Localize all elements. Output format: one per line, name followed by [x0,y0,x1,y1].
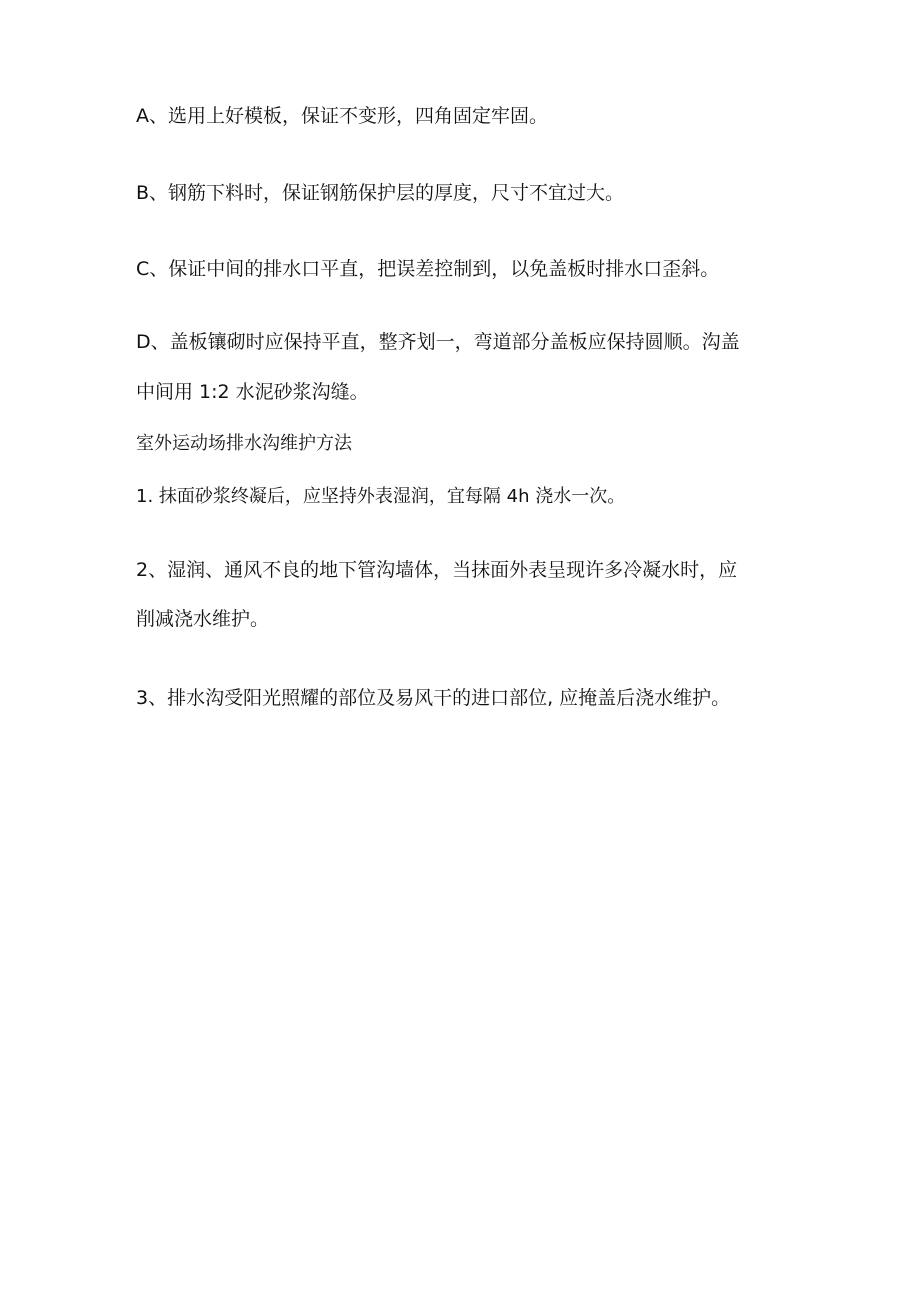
maintenance-item-1: 1. 抹面砂浆终凝后，应坚持外表湿润，宜每隔 4h 浇水一次。 [136,486,626,507]
paragraph-c: C、保证中间的排水口平直，把误差控制到，以免盖板时排水口歪斜。 [136,258,720,280]
paragraph-a: A、选用上好模板，保证不变形，四角固定牢固。 [136,105,548,127]
paragraph-d-line-2: 中间用 1:2 水泥砂浆沟缝。 [136,381,369,403]
paragraph-d-line-1: D、盖板镶砌时应保持平直，整齐划一，弯道部分盖板应保持圆顺。沟盖 [136,331,740,353]
maintenance-item-2-line-2: 削减浇水维护。 [136,608,270,630]
section-heading: 室外运动场排水沟维护方法 [136,433,352,454]
maintenance-item-3: 3、排水沟受阳光照耀的部位及易风干的进口部位, 应掩盖后浇水维护。 [136,687,731,709]
maintenance-item-2-line-1: 2、湿润、通风不良的地下管沟墙体，当抹面外表呈现许多冷凝水时，应 [136,559,738,581]
paragraph-b: B、钢筋下料时，保证钢筋保护层的厚度，尺寸不宜过大。 [136,182,625,204]
